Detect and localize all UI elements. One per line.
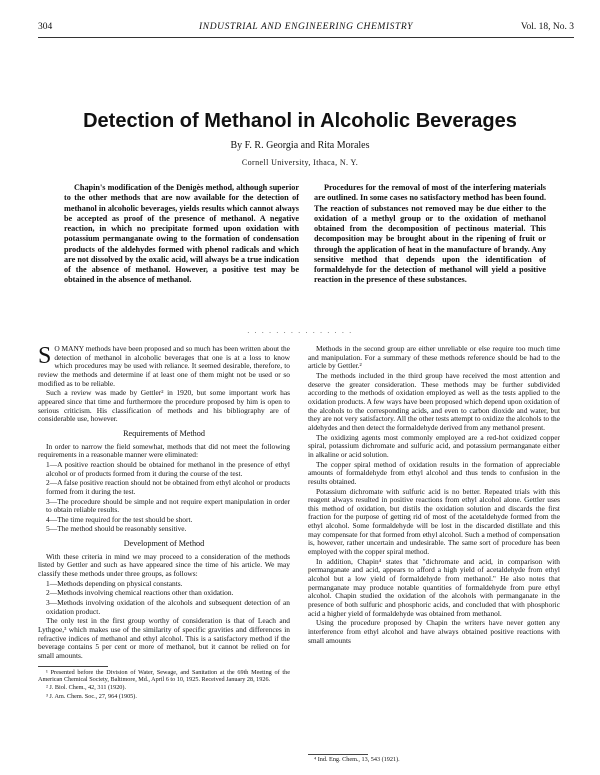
paragraph: In addition, Chapin⁴ states that "dichromate and acid, in comparison with permanganate and acid, appears to afford a high yield of acetaldehyde from ethyl alcohol but a low yield of formaldehyde from methanol." He also notes that permanganate may produce notable quantities of formaldehyde from pure ethyl alcohol. Chapin studied the oxidation of the alcohols with permanganate in the presence of both sulfuric and phosphoric acids, and concluded that with phosphoric acid a higher yield of formaldehyde was obtained from methanol. [308,556,560,618]
requirement-item: 2—A false positive reaction should not be obtained from ethyl alcohol or products formed from it during the test. [46,478,290,496]
heading-requirements: Requirements of Method [123,428,205,438]
paragraph: Potassium dichromate with sulfuric acid is no better. Repeated trials with this reagent always resulted in positive reactions from ethyl alcohol alone. Gettler uses this method of oxidation, but distils the oxidation solution and discards the first fraction for the purpose of getting rid of most of the acetaldehyde formed from the ethyl alcohol. Some formaldehyde will be lost in the discarded distillate and this may compensate for that formed from ethyl alcohol. Such a method of compensation is, however, rather uncertain and undesirable. The same sort of procedure has been employed with the copper spiral method. [308,486,560,557]
paragraph: The methods included in the third group have received the most attention and deserve the greater consideration. These methods may be further subdivided according to the methods of oxidation employed as well as the tests applied to the oxidation products. A few ways have been proposed which depend upon oxidation of the alcohols to the corresponding acids, and even to carbon dioxide and water, but they are not very satisfactory. All the other tests attempt to oxidize the alcohols to the aldehydes and then detect the formaldehyde derived from any methanol present. [308,370,560,432]
footnote-right [308,754,560,763]
body-column-left [38,345,290,701]
footnote: ⁴ Ind. Eng. Chem., 13, 543 (1921). [314,756,400,763]
paragraph: With these criteria in mind we may proceed to a consideration of the methods listed by Gettler and such as have appeared since the time of his article. We may classify these methods under three groups, as follows: [38,551,290,579]
paragraph: Such a review was made by Gettler² in 1920, but some important work has appeared since that time and furthermore the procedure proposed by him is open to serious criticism. His classification of methods and his bibliography are of considerable use, however. [38,388,290,424]
journal-title: INDUSTRIAL AND ENGINEERING CHEMISTRY [199,22,413,32]
abstract-left [64,183,299,286]
footnote: ¹ Presented before the Division of Water, Sewage, and Sanitation at the 69th Meeting of the American Chemical Society, Baltimore, Md., April 6 to 10, 1925. Received January 28, 1926. [38,668,290,683]
requirement-item: 5—The method should be reasonably sensitive. [46,524,187,534]
method-group-item: 2—Methods involving chemical reactions other than oxidation. [46,588,234,598]
intro-paragraph [38,345,290,388]
footnote-rule [38,666,108,667]
requirement-item: 4—The time required for the test should be short. [46,514,193,524]
abstract-right-text: Procedures for the removal of most of the interfering materials are outlined. In some cases no satisfactory method has been found. The reaction of substances not removed may be due either to the oxidation of a methyl group or to the oxidation of methanol obtained from the decomposition of pectinous material. This decomposition may be brought about in the ripening of fruit or through the application of heat in the manufacture of brandy. Any sensitive method that depends upon the identification of formaldehyde for the detection of methanol will yield a positive reaction in the presence of these substances. [314,183,546,285]
paragraph: Using the procedure proposed by Chapin the writers have never gotten any interference from ethyl alcohol and have always obtained positive reactions with small amounts [308,618,560,645]
abstract-right [314,183,546,286]
method-group-item: 3—Methods involving oxidation of the alcohols and subsequent detection of an oxidation product. [46,598,290,616]
header-rule [38,37,574,38]
article-title: Detection of Methanol in Alcoholic Beverages [83,110,517,132]
requirement-item: 1—A positive reaction should be obtained for methanol in the presence of ethyl alcohol or of products formed from it during the course of the test. [46,459,290,478]
paragraph: The only test in the first group worthy of consideration is that of Leach and Lythgoe,³ which makes use of the similarity of specific gravities and differences in refractive indices of methanol and ethyl alcohol. This is a satisfactory method if the beverage contains 5 per cent or more of methanol, but it cannot be relied on for small amounts. [38,616,290,660]
paragraph: Methods in the second group are either unreliable or else require too much time and manipulation. For a summary of these methods reference should be had to the article by Gettler.² [308,344,560,371]
requirement-item: 3—The procedure should be simple and not require expert manipulation in order to obtain reliable results. [46,496,290,515]
section-separator: · · · · · · · · · · · · · · · [247,329,353,337]
paragraph: In order to narrow the field somewhat, methods that did not meet the following requirements in a reasonable manner were eliminated: [38,441,290,460]
paragraph: The copper spiral method of oxidation results in the formation of appreciable amounts of formaldehyde from ethyl alcohol and thus tends to confusion in the results obtained. [308,459,560,486]
footnote: ³ J. Am. Chem. Soc., 27, 964 (1905). [46,692,137,700]
volume-info: Vol. 18, No. 3 [520,22,574,32]
running-header [38,22,574,36]
page-number: 304 [38,22,53,32]
intro-text: O MANY methods have been proposed and so much has been written about the detection of methanol in alcoholic beverages that one is at a loss to know which procedures may be used with reliance. It seemed desirable, therefore, to review the methods and determine if at least one of them might not be used or so modified as to be reliable. [38,344,290,388]
footnote: ² J. Biol. Chem., 42, 311 (1920). [46,684,126,692]
abstract-left-text: Chapin's modification of the Denigès method, although superior to the other methods that are now available for the detection of methanol in alcoholic beverages, yields results which cannot always be accepted as proof of the presence of methanol. A negative reaction, in which no precipitate formed upon oxidation with potassium permanganate owing to the formation of condensation products of the aldehydes formed with phenol radicals and which are not dissolved by the oxalic acid, will always be a true indication of the absence of methanol. However, a positive test may be obtained in the absence of methanol. [64,183,299,285]
method-group-item: 1—Methods depending on physical constants. [46,578,183,588]
heading-development: Development of Method [123,539,205,549]
paragraph: The oxidizing agents most commonly employed are a red-hot oxidized copper spiral, potassium dichromate and sulfuric acid, and potassium permanganate either in alkaline or acid solution. [308,432,560,459]
body-column-right [308,345,560,646]
footnote-rule [308,754,368,755]
drop-cap: S [38,343,52,369]
affiliation: Cornell University, Ithaca, N. Y. [241,158,359,167]
authors: By F. R. Georgia and Rita Morales [230,140,370,151]
